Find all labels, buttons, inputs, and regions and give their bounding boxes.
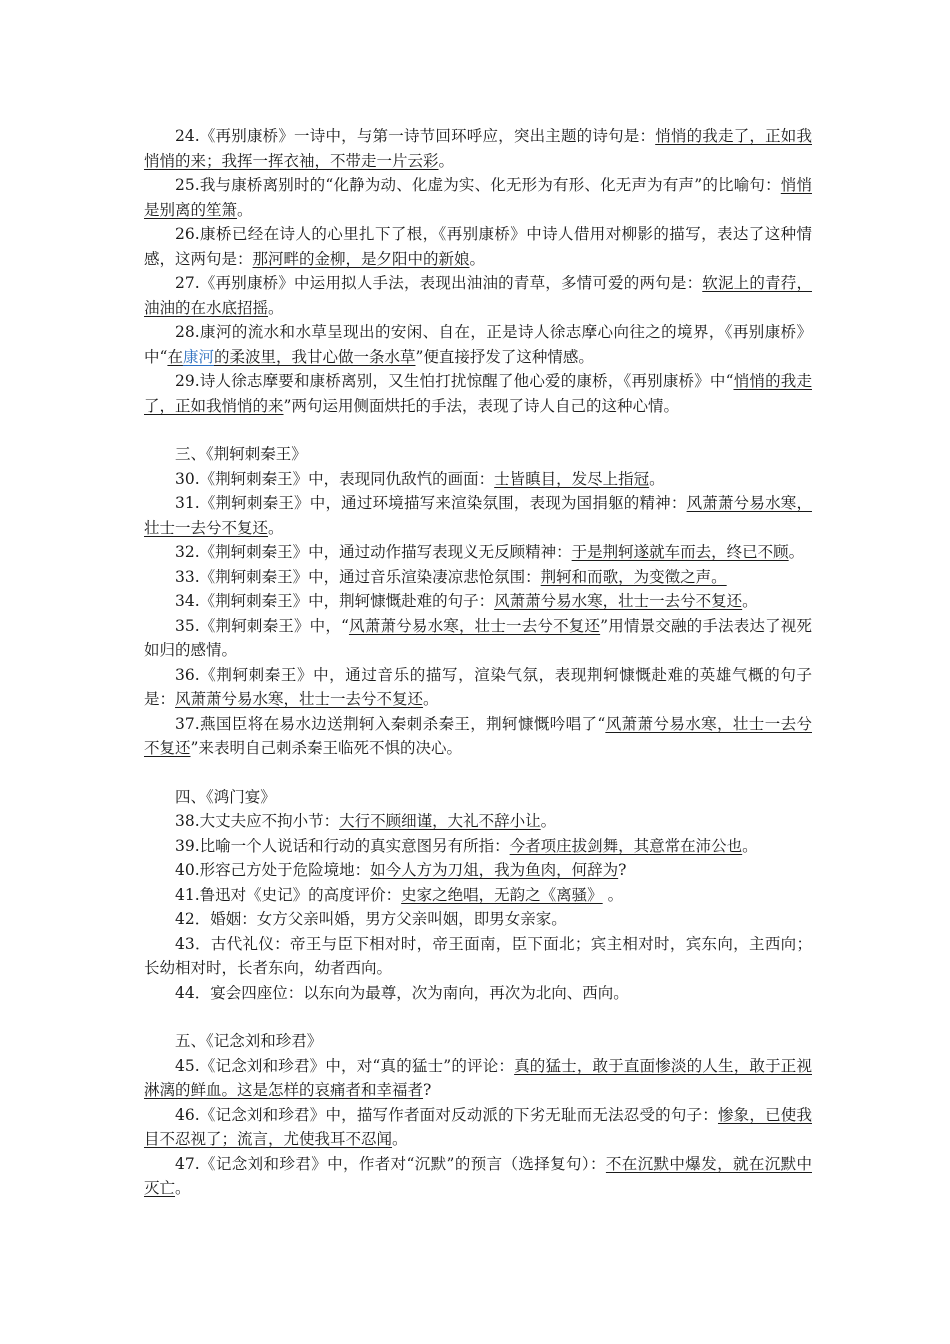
- answer: 风萧萧兮易水寒，壮士一去兮不复还: [494, 592, 743, 610]
- answer: 如今人方为刀俎，我为鱼肉，何辞为: [370, 861, 619, 879]
- item-34: 34.《荆轲刺秦王》中，荆轲慷慨赴难的句子：风萧萧兮易水寒，壮士一去兮不复还。: [175, 592, 758, 610]
- section-heading-4: 四、《鸿门宴》: [175, 787, 276, 806]
- item-46: 46.《记念刘和珍君》中，描写作者面对反动派的下劣无耻而无法忍受的句子：惨象，已使我目不忍视了；流言，尤使我耳不忍闻。: [144, 1105, 812, 1148]
- answer: 惨象，已使我目不忍视了；流言，尤使我耳不忍闻: [144, 1105, 812, 1148]
- item-25: 25.我与康桥离别时的“化静为动、化虚为实、化无形为有形、化无声为有声”的比喻句：悄悄是别离的笙箫。: [144, 176, 812, 219]
- answer: 悄悄是别离的笙箫: [144, 176, 812, 219]
- item-38: 38.大丈夫应不拘小节：大行不顾细谨，大礼不辞小让。: [175, 812, 557, 830]
- item-35: 35.《荆轲刺秦王》中，“风萧萧兮易水寒，壮士一去兮不复还”用情景交融的手法表达了视死如归的感情。: [144, 616, 812, 659]
- item-31: 31.《荆轲刺秦王》中，通过环境描写来渲染氛围，表现为国捐躯的精神：风萧萧兮易水寒，壮士一去兮不复还。: [144, 494, 812, 537]
- answer: 风萧萧兮易水寒，壮士一去兮不复还: [175, 690, 424, 708]
- item-41: 41.鲁迅对《史记》的高度评价：史家之绝唱，无韵之《离骚》 。: [175, 885, 624, 904]
- answer: 荆轲和而歌，为变徵之声。: [540, 567, 727, 586]
- item-39: 39.比喻一个人说话和行动的真实意图另有所指：今者项庄拔剑舞，其意常在沛公也。: [175, 836, 758, 855]
- item-43: 43．古代礼仪：帝王与臣下相对时，帝王面南，臣下面北；宾主相对时，宾东向，主西向；长幼相对时，长者东向，幼者西向。: [144, 934, 812, 977]
- item-29: 29.诗人徐志摩要和康桥离别，又生怕打扰惊醒了他心爱的康桥，《再别康桥》中“悄悄的我走了，正如我悄悄的来”两句运用侧面烘托的手法，表现了诗人自己的这种心情。: [144, 372, 812, 415]
- item-47: 47.《记念刘和珍君》中，作者对“沉默”的预言（选择复句）：不在沉默中爆发，就在沉默中灭亡。: [144, 1154, 812, 1197]
- item-28: 28.康河的流水和水草呈现出的安闲、自在，正是诗人徐志摩心向往之的境界，《再别康桥》中“在康河的柔波里，我甘心做一条水草”便直接抒发了这种情感。: [144, 323, 812, 366]
- answer: 史家之绝唱，无韵之《离骚》: [401, 885, 603, 904]
- item-27: 27.《再别康桥》中运用拟人手法，表现出油油的青草，多情可爱的两句是：软泥上的青荇，油油的在水底招摇。: [144, 274, 812, 317]
- answer: 风萧萧兮易水寒，壮士一去兮不复还: [144, 714, 812, 757]
- item-36: 36.《荆轲刺秦王》中，通过音乐的描写，渲染气氛，表现荆轲慷慨赴难的英雄气概的句子是：风萧萧兮易水寒，壮士一去兮不复还。: [144, 665, 812, 708]
- answer: 悄悄的我走了，正如我悄悄的来；我挥一挥衣袖，不带走一片云彩: [144, 127, 812, 170]
- item-32: 32.《荆轲刺秦王》中，通过动作描写表现义无反顾精神：于是荆轲遂就车而去，终已不顾。: [175, 543, 805, 561]
- kanghe-link[interactable]: 康河: [182, 347, 214, 366]
- answer: 在: [167, 347, 183, 366]
- item-42: 42．婚姻：女方父亲叫婚，男方父亲叫姻，即男女亲家。: [175, 910, 567, 928]
- answer: 那河畔的金柳，是夕阳中的新娘: [252, 249, 470, 268]
- answer: 风萧萧兮易水寒，壮士一去兮不复还: [348, 616, 601, 635]
- item-33: 33.《荆轲刺秦王》中，通过音乐渲染凄凉悲怆氛围：荆轲和而歌，为变徵之声。: [175, 567, 727, 586]
- answer: 大行不顾细谨，大礼不辞小让: [339, 812, 541, 830]
- answer: 真的猛士，敢于直面惨淡的人生，敢于正视淋漓的鲜血。这是怎样的哀痛者和幸福者: [144, 1056, 812, 1099]
- item-24: 24.《再别康桥》一诗中，与第一诗节回环呼应，突出主题的诗句是：悄悄的我走了，正如我悄悄的来；我挥一挥衣袖，不带走一片云彩。: [144, 127, 812, 170]
- answer: 士皆瞋目，发尽上指冠: [494, 469, 650, 488]
- answer: 于是荆轲遂就车而去，终已不顾: [571, 543, 789, 561]
- answer: 的柔波里，我甘心做一条水草: [213, 347, 416, 366]
- answer: 风萧萧兮易水寒，壮士一去兮不复还: [144, 494, 812, 537]
- item-30: 30.《荆轲刺秦王》中，表现同仇敌忾的画面：士皆瞋目，发尽上指冠。: [175, 469, 665, 488]
- answer: 悄悄的我走了，正如我悄悄的来: [144, 372, 812, 415]
- section-heading-3: 三、《荆轲刺秦王》: [175, 445, 307, 463]
- answer: 今者项庄拔剑舞，其意常在沛公也: [509, 836, 743, 855]
- item-37: 37.燕国臣将在易水边送荆轲入秦刺杀秦王，荆轲慷慨吟唱了“风萧萧兮易水寒，壮士一去兮不复还”来表明自己刺杀秦王临死不惧的决心。: [144, 714, 812, 757]
- item-26: 26.康桥已经在诗人的心里扎下了根，《再别康桥》中诗人借用对柳影的描写，表达了这种情感，这两句是：那河畔的金柳，是夕阳中的新娘。: [144, 225, 812, 268]
- answer: 不在沉默中爆发，就在沉默中灭亡: [144, 1154, 812, 1197]
- document-body: [144, 124, 812, 1201]
- item-45: 45.《记念刘和珍君》中，对“真的猛士”的评论：真的猛士，敢于直面惨淡的人生，敢于正视淋漓的鲜血。这是怎样的哀痛者和幸福者?: [144, 1056, 812, 1099]
- item-40: 40.形容己方处于危险境地：如今人方为刀俎，我为鱼肉，何辞为?: [175, 861, 627, 879]
- answer: 软泥上的青荇，油油的在水底招摇: [144, 274, 812, 317]
- item-44: 44．宴会四座位：以东向为最尊，次为南向，再次为北向、西向。: [175, 983, 629, 1002]
- section-heading-5: 五、《记念刘和珍君》: [175, 1032, 323, 1050]
